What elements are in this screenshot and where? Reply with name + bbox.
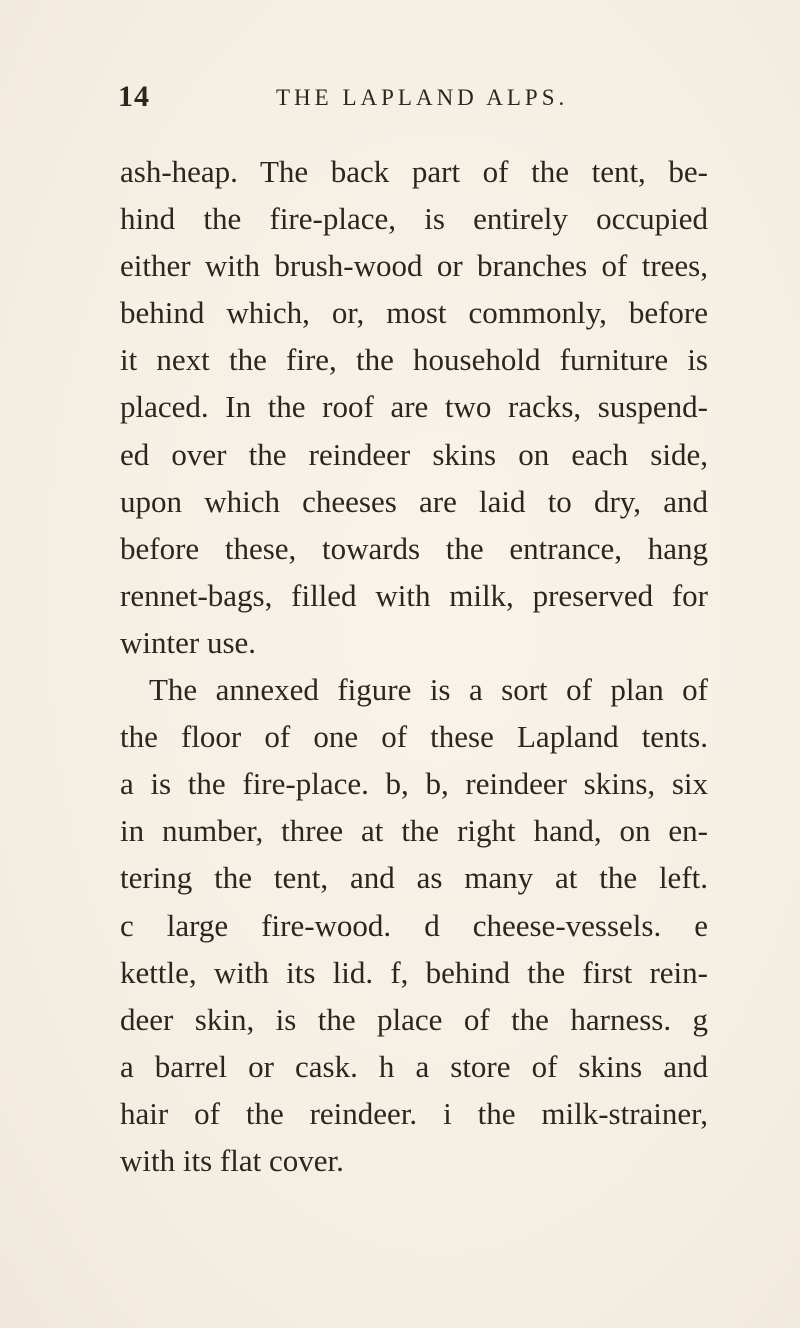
text-line: tering the tent, and as many at the left. (120, 860, 708, 896)
text-line: before these, towards the entrance, hang (120, 530, 708, 566)
text-line: deer skin, is the place of the harness. g (120, 1001, 708, 1037)
text-line: upon which cheeses are laid to dry, and (120, 483, 708, 519)
text-line: rennet-bags, filled with milk, preserved for (120, 577, 708, 613)
text-line: ed over the reindeer skins on each side, (120, 436, 708, 472)
text-line: hind the fire-place, is entirely occupied (120, 201, 708, 237)
text-line: behind which, or, most commonly, before (120, 295, 708, 331)
text-line: ash-heap. The back part of the tent, be- (120, 154, 708, 189)
running-title: THE LAPLAND ALPS. (276, 85, 569, 110)
running-head (118, 80, 678, 120)
page-number: 14 (118, 80, 150, 113)
text-line: hair of the reindeer. i the milk-strainer, (120, 1095, 708, 1131)
text-line: in number, three at the right hand, on en- (120, 813, 708, 849)
text-line: a is the fire-place. b, b, reindeer skins, six (120, 766, 708, 802)
text-line: a barrel or cask. h a store of skins and (120, 1048, 708, 1084)
text-line: it next the fire, the household furniture is (120, 342, 708, 378)
paragraph-start-line: The annexed figure is a sort of plan of (149, 672, 708, 708)
text-line: placed. In the roof are two racks, suspend- (120, 389, 708, 425)
text-line: kettle, with its lid. f, behind the first rein- (120, 954, 708, 990)
text-line: c large fire-wood. d cheese-vessels. e (120, 907, 708, 943)
text-line: with its flat cover. (120, 1142, 344, 1178)
text-line: the floor of one of these Lapland tents. (120, 719, 708, 755)
text-line: winter use. (120, 624, 257, 660)
body-text (120, 148, 708, 1184)
text-line: either with brush-wood or branches of trees, (120, 248, 708, 284)
